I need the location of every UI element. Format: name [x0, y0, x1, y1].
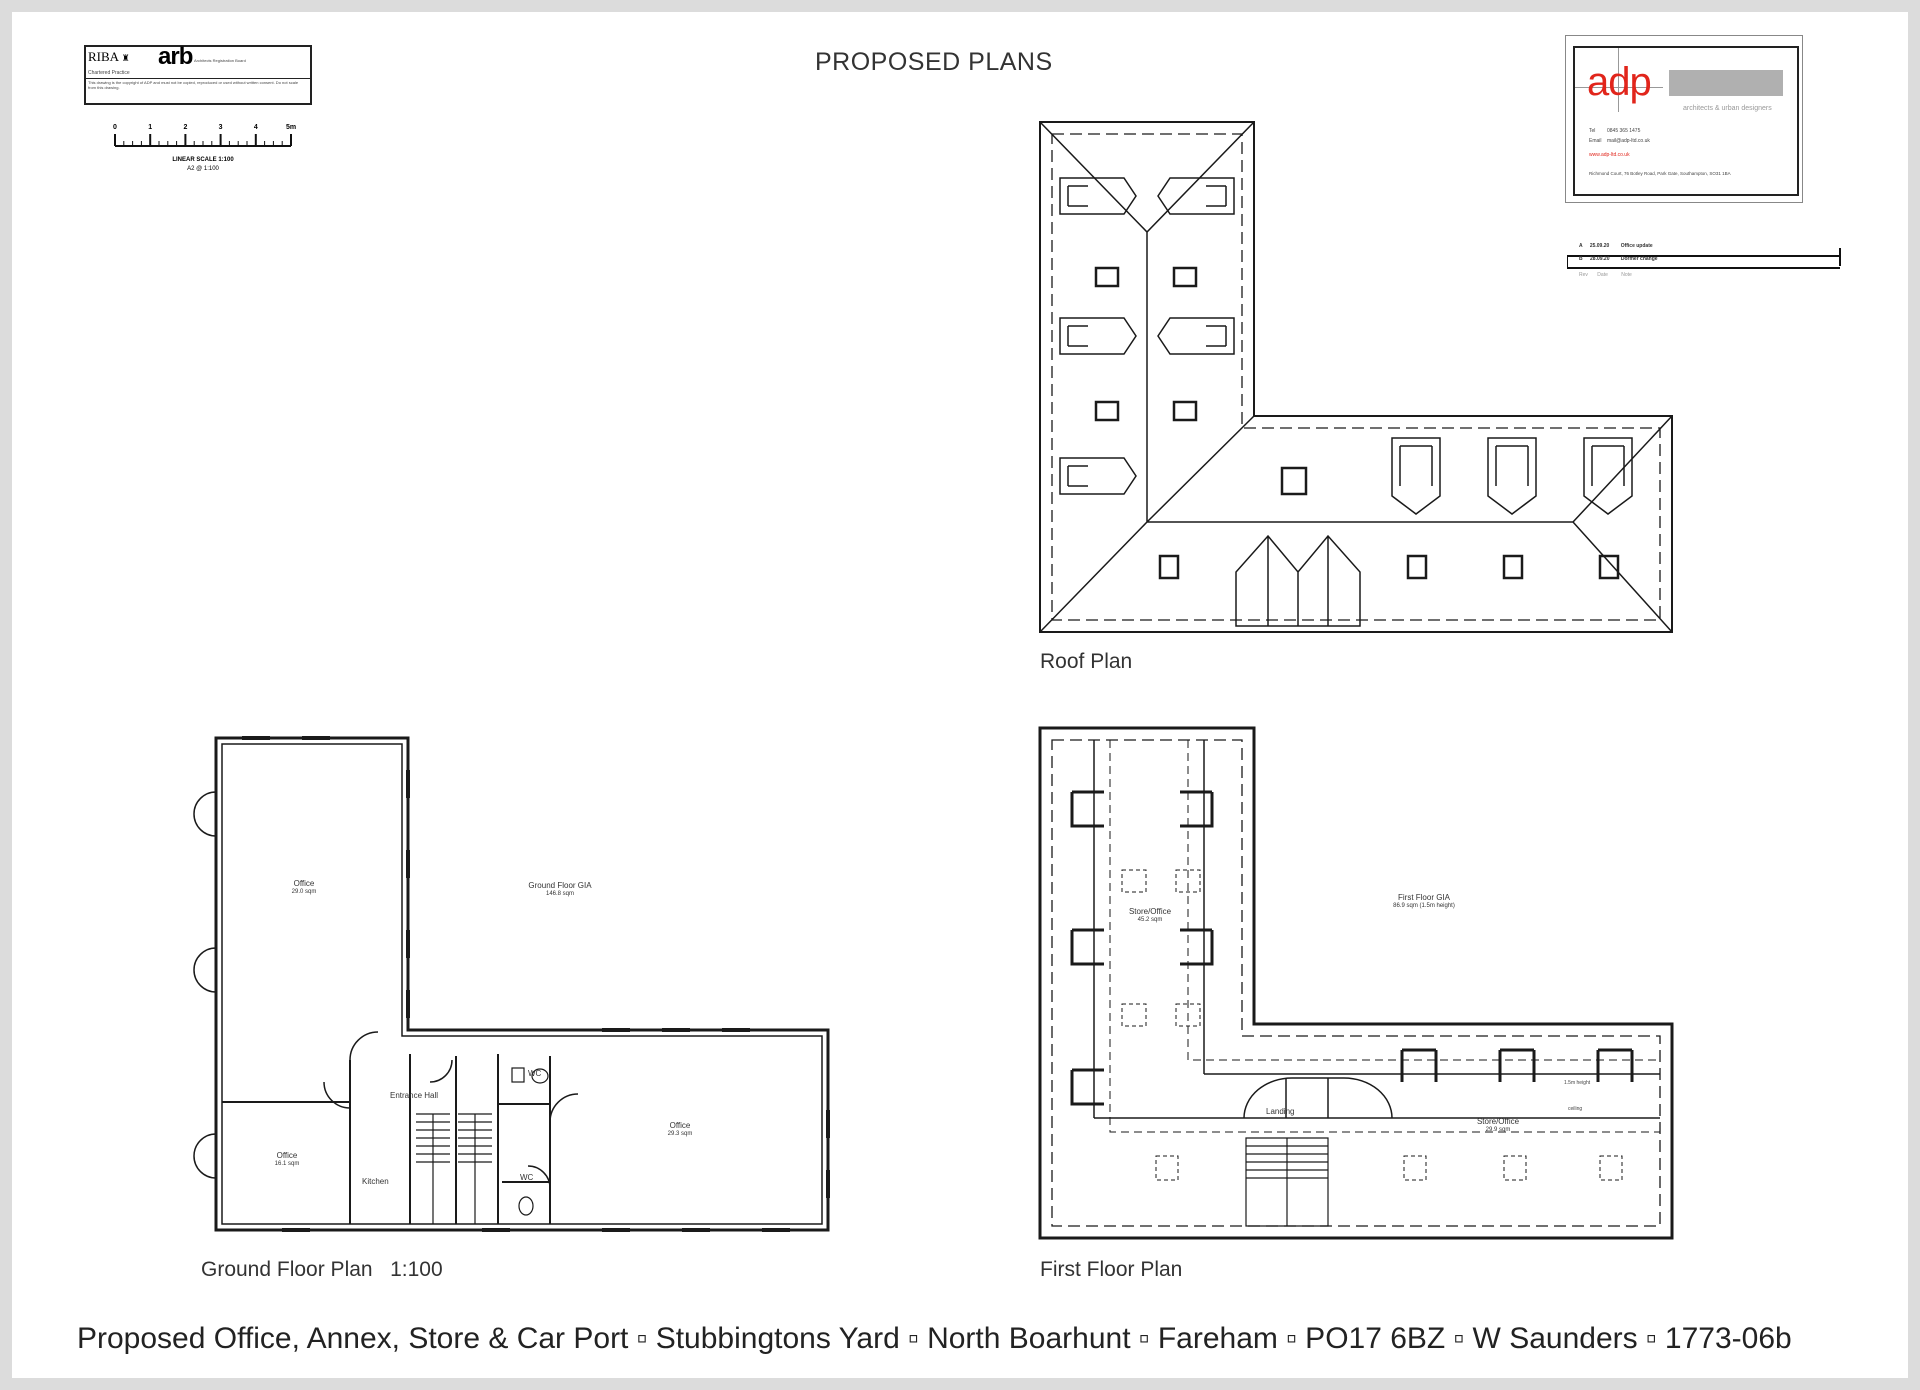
ground-wc-fittings: [512, 1068, 548, 1215]
gia-label-first: [1364, 894, 1484, 909]
revision-date: 28.09.20: [1590, 256, 1610, 262]
room-label-store-office-1: [1112, 908, 1188, 923]
stair: [416, 1114, 492, 1224]
french-doors: [194, 792, 216, 1178]
roof-plan-drawing: [1028, 110, 1682, 642]
rooflight-opening: [1600, 1156, 1622, 1180]
room-name: Store/Office: [1128, 907, 1172, 916]
head-height-note-2: ceiling: [1568, 1106, 1583, 1112]
window: [242, 738, 828, 1230]
dormer: [1180, 792, 1212, 964]
credentials-box: [84, 45, 312, 105]
entrance-gable: [1236, 536, 1360, 626]
room-label-office-3: [650, 1122, 710, 1137]
first-eaves-dashed: [1052, 740, 1660, 1226]
tel-value: 0845 365 1475: [1607, 128, 1641, 134]
room-area: 29.3 sqm: [667, 1130, 693, 1137]
room-name: Office: [276, 1151, 298, 1160]
first-head-height-lines: [1110, 740, 1660, 1132]
ground-doors: [194, 792, 578, 1188]
room-label-entrance-hall: Entrance Hall: [390, 1091, 439, 1100]
room-area: 29.9 sqm: [1485, 1126, 1511, 1133]
gia-name: First Floor GIA: [1397, 893, 1450, 902]
scale-tick-label: 5m: [285, 124, 297, 131]
rooflight: [1282, 468, 1306, 494]
drawing-sheet: [12, 12, 1908, 1378]
note-col-label: Note: [1621, 272, 1632, 278]
revision-note: Office update: [1620, 243, 1653, 249]
room-label-store-office-2: [1458, 1118, 1538, 1133]
email-value: mail@adp-ltd.co.uk: [1607, 138, 1650, 144]
scale-tick-label: 0: [113, 124, 117, 131]
room-label-office-1: [274, 880, 334, 895]
room-area: 16.1 sqm: [274, 1160, 300, 1167]
project-footer: Proposed Office, Annex, Store & Car Port ▫ Stubbingtons Yard ▫ North Boarhunt ▫ Fareham ▫ PO17 6BZ ▫ W Saunders ▫ 1773-06b: [77, 1322, 1792, 1355]
room-label-office-2: [257, 1152, 317, 1167]
rooflight: [1174, 402, 1196, 420]
riba-subtitle: Chartered Practice: [88, 70, 130, 76]
rooflight: [1096, 402, 1118, 420]
roof-plan-label: Roof Plan: [1040, 650, 1133, 673]
rooflight: [1096, 268, 1118, 286]
dormer: [1072, 792, 1104, 1104]
head-height-line: [1110, 740, 1660, 1132]
rooflight: [1600, 556, 1618, 578]
revision-letter: A: [1579, 243, 1583, 249]
website-value: www.adp-ltd.co.uk: [1589, 152, 1630, 158]
wc-pan: [512, 1068, 524, 1082]
rooflight: [1160, 556, 1178, 578]
partition: [222, 1054, 550, 1224]
date-col-label: Date: [1597, 272, 1608, 278]
scale-bar: [107, 116, 307, 176]
scale-tick-label: 2: [183, 124, 188, 131]
roof-dormers-front: [1236, 438, 1632, 626]
adp-wordmark: adp: [1587, 60, 1651, 104]
roof-lights: [1096, 268, 1618, 578]
gia-name: Ground Floor GIA: [528, 881, 592, 890]
rooflight: [1504, 556, 1522, 578]
revision-date: 25.09.20: [1589, 243, 1610, 249]
room-label-wc-2: WC: [520, 1173, 534, 1182]
scale-label: LINEAR SCALE 1:100: [172, 157, 234, 163]
tel-label: Tel: [1589, 128, 1596, 134]
head-height-note-1: 1.5m height: [1564, 1080, 1591, 1086]
rooflight-opening: [1122, 870, 1146, 892]
scale-ticks: [113, 124, 296, 146]
dormer: [1158, 318, 1234, 354]
revision-note: Dormer change: [1620, 256, 1658, 262]
ground-windows: [242, 738, 828, 1230]
ground-floor-plan-label: Ground Floor Plan 1:100: [201, 1258, 443, 1281]
rooflight-opening: [1156, 1156, 1178, 1180]
arb-subtitle: Architects Registration Board: [194, 58, 246, 63]
dormer: [1402, 1050, 1632, 1082]
page-title: PROPOSED PLANS: [815, 48, 1053, 76]
arb-logo: arb: [158, 43, 193, 70]
room-name: Store/Office: [1476, 1117, 1520, 1126]
roof-eaves-dashed: [1052, 134, 1660, 620]
room-label-wc-1: WC: [528, 1069, 542, 1078]
first-outer-wall: [1040, 728, 1672, 1238]
door-swing: [324, 1032, 578, 1188]
first-inner-wall: [1094, 740, 1660, 1118]
rooflight: [1408, 556, 1426, 578]
practice-address: Richmond Court, 76 Botley Road, Park Gate, Southampton, SO31 1BA: [1589, 171, 1731, 176]
revision-letter: B: [1579, 256, 1583, 262]
stair: [1246, 1138, 1328, 1226]
dormer: [1060, 318, 1136, 354]
room-area: 29.0 sqm: [291, 888, 317, 895]
copyright-notice: This drawing is the copyright of ADP and must not be copied, reproduced or used without written consent. Do not scale from this drawing.: [88, 80, 299, 90]
rooflight-opening: [1504, 1156, 1526, 1180]
rooflight: [1174, 268, 1196, 286]
rev-col-label: Rev: [1579, 272, 1588, 278]
room-label-kitchen: Kitchen: [362, 1177, 389, 1186]
first-stair-landing: [1244, 1078, 1392, 1226]
riba-text: RIBA: [88, 49, 119, 64]
logo-tagline: architects & urban designers: [1683, 105, 1772, 112]
dormer: [1392, 438, 1440, 514]
first-dormers: [1072, 792, 1632, 1104]
room-area: 45.2 sqm: [1137, 916, 1163, 923]
first-floor-plan-label: First Floor Plan: [1040, 1258, 1183, 1281]
gia-area: 86.9 sqm (1.5m height): [1393, 902, 1455, 909]
dormer: [1488, 438, 1536, 514]
scale-tick-label: 3: [218, 124, 223, 131]
rooflight-opening: [1404, 1156, 1426, 1180]
first-floor-plan-drawing: [1028, 716, 1682, 1248]
gia-label-ground: [510, 882, 610, 897]
riba-crest-icon: ♜: [121, 53, 130, 63]
scale-note: A2 @ 1:100: [187, 166, 219, 172]
redacted-name: [1669, 70, 1783, 96]
riba-logo: [88, 49, 148, 71]
wc-pan-lower: [519, 1197, 533, 1215]
scale-tick-label: 1: [148, 124, 153, 131]
room-name: Office: [669, 1121, 691, 1130]
ground-partitions: [222, 1054, 550, 1224]
rooflight-opening: [1122, 1004, 1146, 1026]
gia-area: 146.8 sqm: [545, 890, 575, 897]
dormer: [1060, 458, 1136, 494]
room-label-landing: Landing: [1266, 1107, 1295, 1116]
email-label: Email: [1589, 138, 1602, 144]
room-name: Office: [293, 879, 315, 888]
credentials-divider: [86, 78, 310, 79]
revision-end-tick: [1839, 248, 1841, 266]
scale-tick-label: 4: [253, 124, 258, 131]
